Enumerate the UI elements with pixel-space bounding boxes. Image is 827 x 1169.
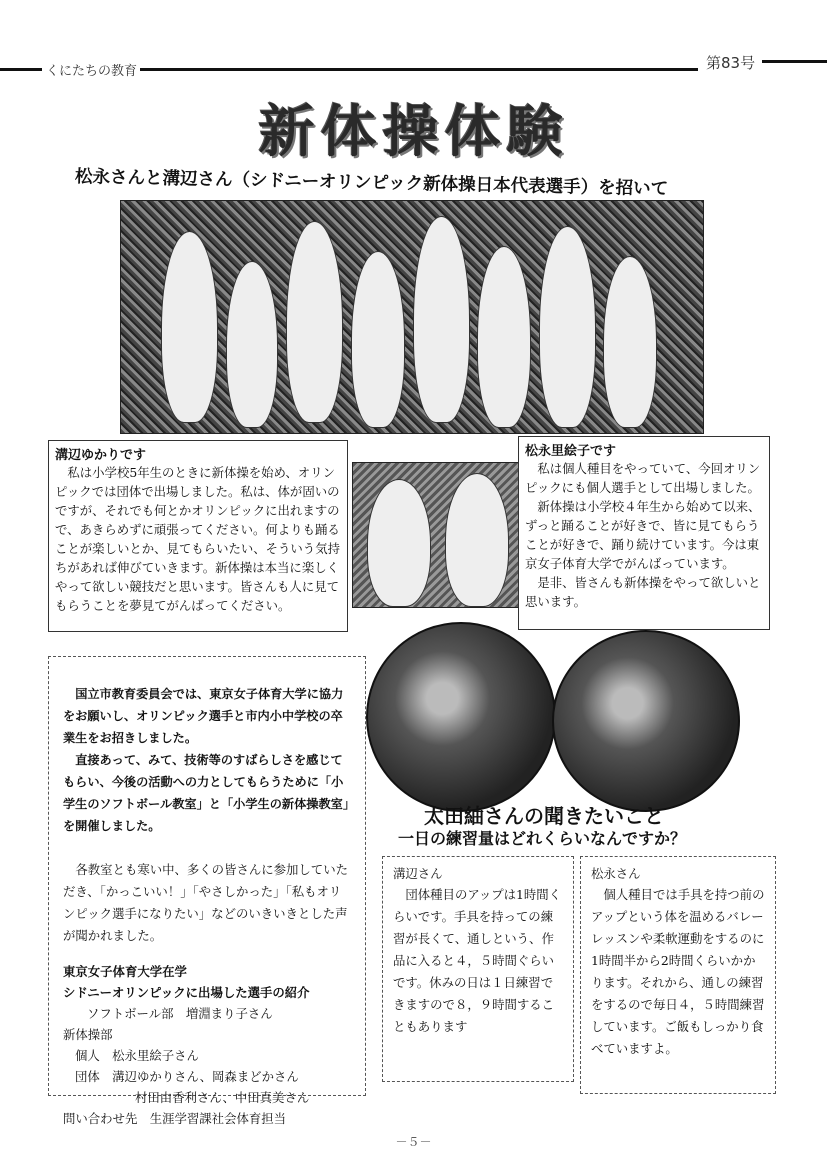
answer-box-matsunaga [580, 856, 776, 1094]
header-rule-right [762, 60, 827, 63]
intro-team-1: 団体 溝辺ゆかりさん、岡森まどかさん [75, 1069, 299, 1084]
intro-gymnastics: 新体操部 [63, 1027, 113, 1042]
profile-text-matsunaga-3: 是非、皆さんも新体操をやって欲しいと思います。 [525, 575, 761, 609]
profile-name-mizobe: 溝辺ゆかりです [55, 448, 147, 463]
answer-box-mizobe [382, 856, 574, 1082]
page-subtitle: 松永さんと溝辺さん（シドニーオリンピック新体操日本代表選手）を招いて [74, 167, 669, 200]
portrait-photo [352, 462, 520, 608]
article-paragraph-3: 各教室とも寒い中、多くの皆さんに参加していただき、「かっこいい！」「やさしかった」「私もオリンピック選手になりたい」などのいきいきとした声が聞かれました。 [63, 862, 348, 943]
header-issue: 第83号 [706, 54, 756, 72]
question-title: 太田紬さんの聞きたいこと [424, 804, 664, 828]
answer-text-matsunaga: 個人種目では手具を持つ前のアップという体を温めるバレーレッスンや柔軟運動をするのに1時間半から2時間くらいかかります。それから、通しの練習をするので毎日４，５時間練習しています。ご飯もしっかり食べていますよ。 [591, 887, 765, 1056]
article-paragraph-1: 国立市教育委員会では、東京女子体育大学に協力をお願いし、オリンピック選手と市内小中学校の卒業生をお招きしました。 [63, 687, 344, 745]
header-publication: くにたちの教育 [46, 64, 138, 79]
answer-text-mizobe: 団体種目のアップは1時間くらいです。手具を持っての練習が長くて、通しという、作品に入ると４，５時間ぐらいです。休みの日は１日練習できますので８，９時間することもあります [393, 887, 562, 1034]
profile-text-matsunaga-2: 新体操は小学校４年生から始めて以来、ずっと踊ることが好きで、皆に見てもらうことが好きで、踊り続けています。今は東京女子体育大学でがんばっています。 [525, 499, 761, 571]
circle-photo-left [366, 622, 556, 812]
article-box [48, 656, 366, 1126]
header-rule-middle [140, 68, 698, 71]
profile-text-mizobe: 私は小学校5年生のときに新体操を始め、オリンピックでは団体で出場しました。私は、体が固いのですが、それでも何とかオリンピックに出れますので、あきらめずに頑張ってください。何よりも踊ることが楽しいとか、見てもらいたい、そういう気持ちがあれば伸びていきます。新体操は本当に楽しくやって欲しい競技だと思います。皆さんも人に見てもらうことを夢見てがんばってください。 [55, 465, 340, 613]
profile-name-matsunaga: 松永里絵子です [525, 444, 617, 459]
header-rule-left [0, 68, 42, 71]
answer-name-matsunaga: 松永さん [591, 866, 641, 881]
intro-individual: 個人 松永里絵子さん [75, 1048, 199, 1063]
page-number: －５－ [395, 1135, 432, 1149]
circle-photo-right [552, 630, 740, 812]
article-paragraph-2: 直接あって、みて、技術等のすばらしさを感じてもらい、今後の活動への力としてもらうために「小学生のソフトボール教室」と「小学生の新体操教室」を開催しました。 [63, 753, 349, 833]
profile-box-matsunaga [518, 436, 770, 630]
intro-softball: ソフトボール部 増淵まり子さん [87, 1006, 273, 1021]
intro-line-2: シドニーオリンピックに出場した選手の紹介 [63, 985, 310, 1000]
question-subtitle: 一日の練習量はどれくらいなんですか？ [398, 829, 687, 848]
intro-team-2: 村田由香利さん、中田真美さん [135, 1090, 310, 1105]
page-title: 新体操体験 [258, 100, 569, 165]
profile-text-matsunaga-1: 私は個人種目をやっていて、今回オリンピックにも個人選手として出場しました。 [525, 461, 761, 495]
profile-box-mizobe [48, 440, 348, 632]
contact-line: 問い合わせ先 生涯学習課社会体育担当 [63, 1111, 287, 1126]
group-photo [120, 200, 704, 434]
answer-name-mizobe: 溝辺さん [393, 866, 443, 881]
intro-line-1: 東京女子体育大学在学 [63, 964, 187, 979]
